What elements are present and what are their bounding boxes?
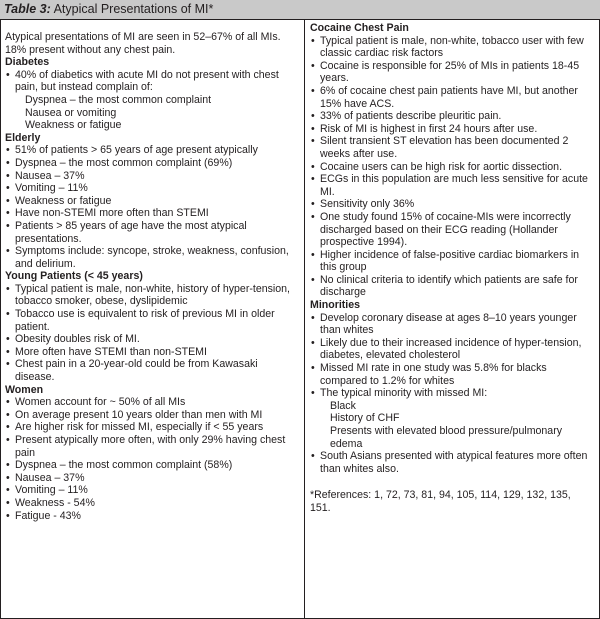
- list-item: • Silent transient ST elevation has been documented 2 weeks after use.: [310, 135, 594, 160]
- list-item-text: • 40% of diabetics with acute MI do not present with chest pain, but instead complain of:: [15, 68, 279, 94]
- list-item: [310, 387, 594, 450]
- young-patients-list: [5, 283, 299, 384]
- list-item: • Dyspnea – the most common complaint (69%): [5, 157, 299, 170]
- list-item: [5, 69, 299, 132]
- list-item: • More often have STEMI than non-STEMI: [5, 346, 299, 359]
- list-item: • 6% of cocaine chest pain patients have MI, but another 15% have ACS.: [310, 85, 594, 110]
- sub-list: [15, 94, 299, 132]
- list-item: • Typical patient is male, non-white, tobacco user with few classic cardiac risk factors: [310, 35, 594, 60]
- list-item: • No clinical criteria to identify which patients are safe for discharge: [310, 274, 594, 299]
- intro-line: 18% present without any chest pain.: [5, 43, 176, 56]
- list-item: • Women account for ~ 50% of all MIs: [5, 396, 299, 409]
- list-item: • Fatigue - 43%: [5, 510, 299, 523]
- intro-line: Atypical presentations of MI are seen in 52–67% of all MIs.: [5, 31, 281, 43]
- list-item: • Likely due to their increased incidence of hyper-tension, diabetes, elevated cholesterol: [310, 337, 594, 362]
- table-title-label: Table 3:: [4, 2, 51, 16]
- sub-list-item: Presents with elevated blood pressure/pulmonary edema: [330, 425, 563, 450]
- list-item: • Missed MI rate in one study was 5.8% for blacks compared to 1.2% for whites: [310, 362, 594, 387]
- section-heading-minorities: Minorities: [310, 299, 361, 312]
- list-item: • One study found 15% of cocaine-MIs were incorrectly discharged based on their ECG reading (Hollander prospective 1994).: [310, 211, 594, 249]
- list-item: • Patients > 85 years of age have the most atypical presentations.: [5, 220, 299, 245]
- list-item-text: • The typical minority with missed MI:: [320, 387, 488, 400]
- section-heading-cocaine-chest-pain: Cocaine Chest Pain: [310, 22, 409, 34]
- list-item: • Nausea – 37%: [5, 472, 299, 485]
- list-item: • Cocaine is responsible for 25% of MIs in patients 18-45 years.: [310, 60, 594, 85]
- list-item: • ECGs in this population are much less sensitive for acute MI.: [310, 173, 594, 198]
- right-column: [310, 22, 594, 515]
- list-item: • Tobacco use is equivalent to risk of previous MI in older patient.: [5, 308, 299, 333]
- diabetes-list: [5, 69, 299, 132]
- section-heading-women: Women: [5, 383, 44, 396]
- list-item: • Typical patient is male, non-white, history of hyper-tension, tobacco smoker, obese, dyslipidemic: [5, 283, 299, 308]
- cocaine-list: [310, 35, 594, 299]
- elderly-list: [5, 144, 299, 270]
- sub-list-item: Nausea or vomiting: [25, 106, 117, 119]
- list-item: • Weakness - 54%: [5, 497, 299, 510]
- list-item: • Vomiting – 11%: [5, 182, 299, 195]
- sub-list-item: Weakness or fatigue: [25, 119, 122, 132]
- table-body: [0, 19, 600, 619]
- women-list: [5, 396, 299, 522]
- sub-list-item: Dyspnea – the most common complaint: [25, 93, 212, 106]
- sub-list-item: Black: [330, 399, 356, 412]
- list-item: • Chest pain in a 20-year-old could be from Kawasaki disease.: [5, 358, 299, 383]
- list-item: • Are higher risk for missed MI, especially if < 55 years: [5, 421, 299, 434]
- list-item: • Have non-STEMI more often than STEMI: [5, 207, 299, 220]
- list-item: • Develop coronary disease at ages 8–10 years younger than whites: [310, 312, 594, 337]
- list-item: • Weakness or fatigue: [5, 195, 299, 208]
- list-item: • Higher incidence of false-positive cardiac biomarkers in this group: [310, 249, 594, 274]
- list-item: • Cocaine users can be high risk for aortic dissection.: [310, 161, 594, 174]
- table-title-text: Atypical Presentations of MI*: [53, 2, 214, 16]
- list-item: • Present atypically more often, with only 29% having chest pain: [5, 434, 299, 459]
- section-heading-young-patients: Young Patients (< 45 years): [5, 270, 143, 283]
- list-item: • Sensitivity only 36%: [310, 198, 594, 211]
- sub-list-item: History of CHF: [330, 412, 400, 425]
- table-title: [0, 0, 600, 19]
- list-item: • 51% of patients > 65 years of age present atypically: [5, 144, 299, 157]
- section-heading-diabetes: Diabetes: [5, 56, 50, 69]
- references: *References: 1, 72, 73, 81, 94, 105, 114, 129, 132, 135, 151.: [310, 489, 571, 514]
- list-item: • Nausea – 37%: [5, 170, 299, 183]
- column-divider: [304, 20, 305, 618]
- list-item: • Risk of MI is highest in first 24 hours after use.: [310, 123, 594, 136]
- list-item: • Dyspnea – the most common complaint (58%): [5, 459, 299, 472]
- list-item: • Vomiting – 11%: [5, 484, 299, 497]
- list-item: • Symptoms include: syncope, stroke, weakness, confusion, and delirium.: [5, 245, 299, 270]
- list-item: • Obesity doubles risk of MI.: [5, 333, 299, 346]
- list-item: • 33% of patients describe pleuritic pain.: [310, 110, 594, 123]
- list-item: • On average present 10 years older than men with MI: [5, 409, 299, 422]
- section-heading-elderly: Elderly: [5, 131, 41, 144]
- left-column: [5, 31, 299, 522]
- sub-list: [320, 400, 594, 450]
- list-item: • South Asians presented with atypical features more often than whites also.: [310, 450, 594, 475]
- minorities-list: [310, 312, 594, 476]
